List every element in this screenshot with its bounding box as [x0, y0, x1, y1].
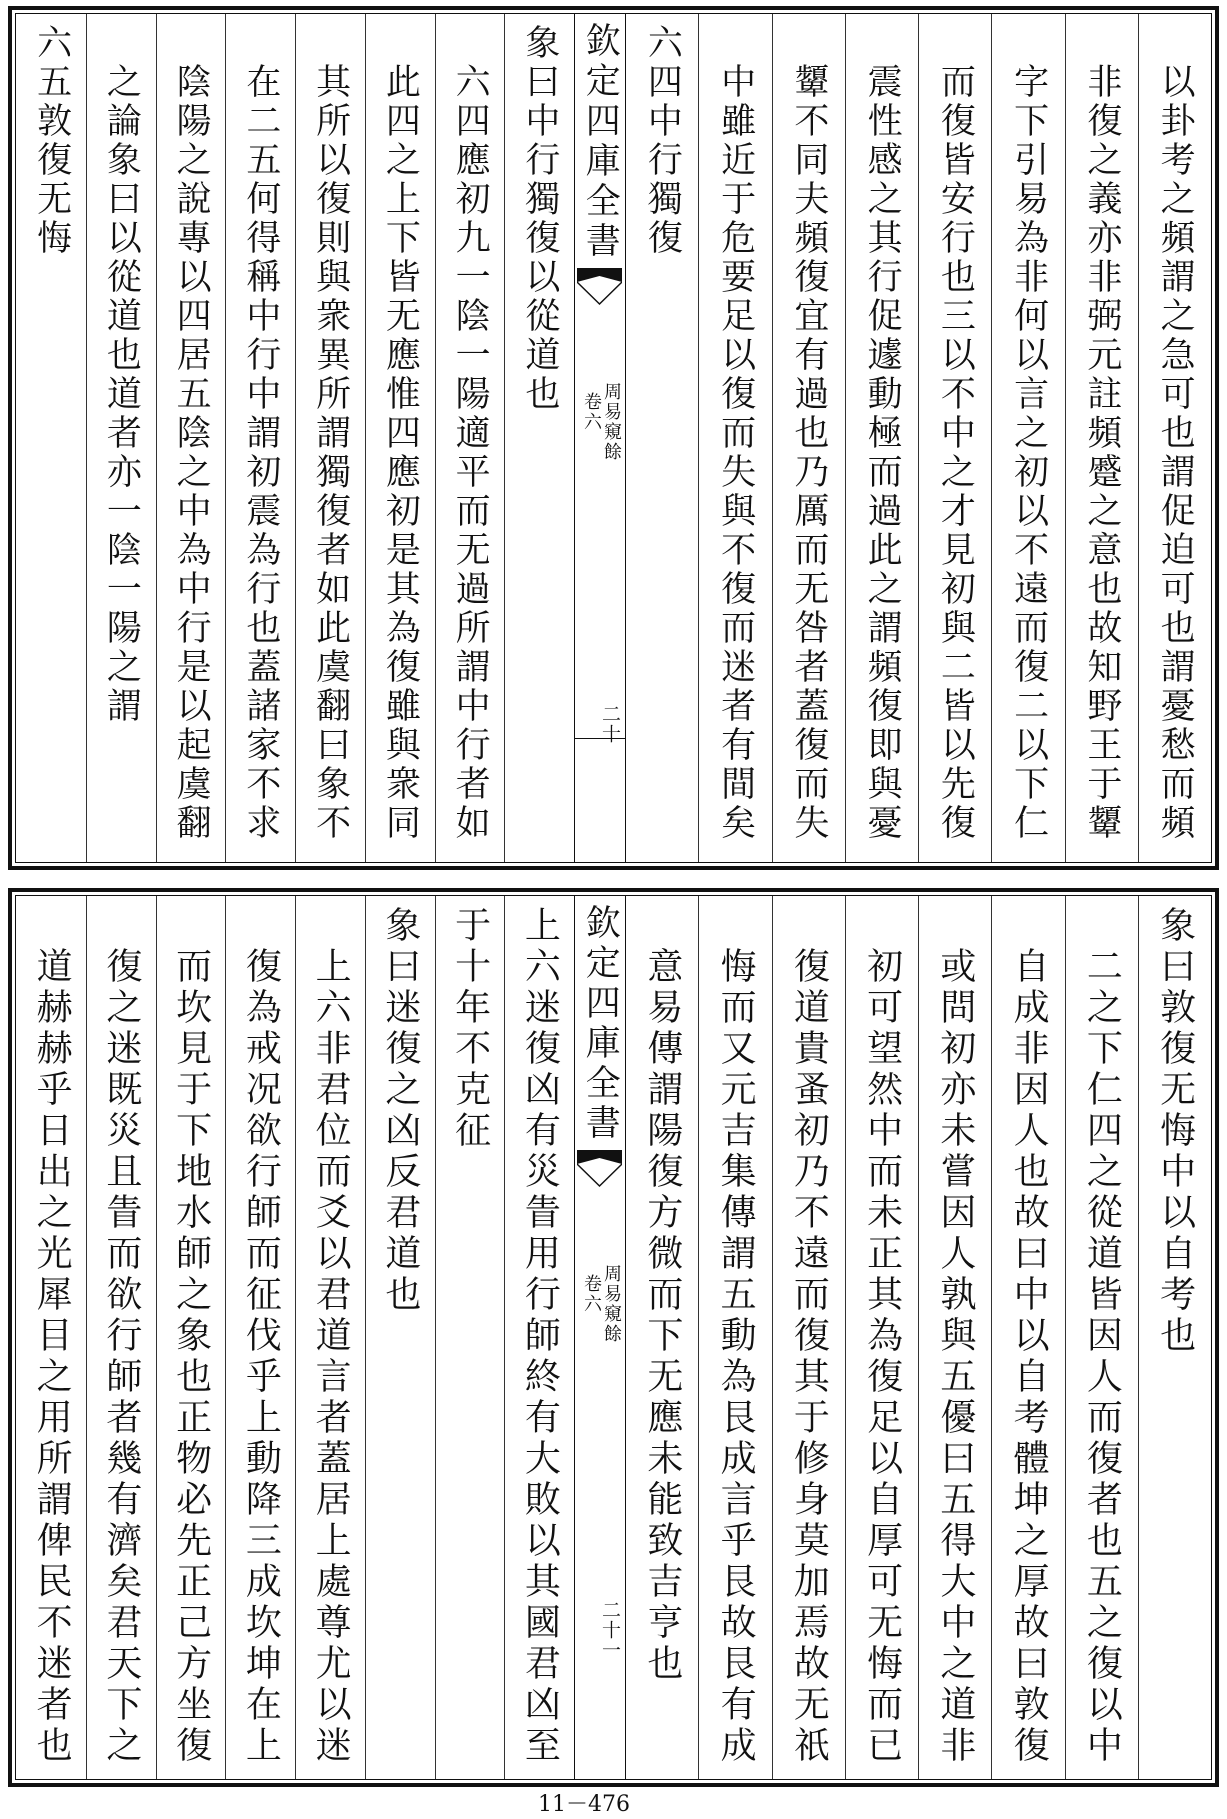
column-text: 復道貴蚤初乃不遠而復其于修身莫加焉故无祇: [788, 947, 830, 1767]
column-text: 或問初亦未嘗因人孰與五優曰五得大中之道非: [934, 947, 976, 1767]
volume-label: 卷六: [581, 392, 602, 432]
text-column: [504, 896, 574, 1779]
text-column: [86, 896, 156, 1779]
text-column: [1065, 896, 1138, 1779]
column-text: 二之下仁四之從道皆因人而復者也五之復以中: [1081, 947, 1123, 1767]
column-text: 而復皆安行也三以不中之才見初與二皆以先復: [935, 63, 976, 843]
text-column: [918, 14, 991, 862]
left-half: [17, 14, 574, 862]
text-column: [17, 14, 86, 862]
column-text: 道赫赫乎日出之光犀目之用所謂俾民不迷者也: [31, 947, 73, 1767]
column-text: 初可望然中而未正其為復足以自厚可无悔而已: [861, 947, 903, 1767]
page-footer: 11－476: [538, 1792, 630, 1817]
column-text: 陰陽之說專以四居五陰之中為中行是以起虞翻: [171, 63, 212, 843]
text-column: [86, 14, 156, 862]
text-column: [845, 14, 918, 862]
column-text: 意易傳謂陽復方微而下无應未能致吉亨也: [641, 947, 683, 1685]
text-column: [772, 896, 845, 1779]
column-text: 復之迷既災且眚而欲行師者幾有濟矣君天下之: [100, 947, 142, 1767]
page-number: 二十一: [599, 1600, 621, 1660]
text-column: [295, 896, 365, 1779]
left-half: [17, 896, 574, 1779]
fold-divider: [575, 738, 625, 739]
fishtail-ornament: [577, 1150, 622, 1194]
series-title: [575, 22, 625, 262]
column-text: 復為戒况欲行師而征伐乎上動降三成坎坤在上: [240, 947, 282, 1767]
text-column: [365, 14, 435, 862]
text-column: [918, 896, 991, 1779]
column-text: 震性感之其行促遽動極而過此之謂頻復即與憂: [862, 63, 903, 843]
series-title: [575, 904, 625, 1144]
text-column: [435, 14, 505, 862]
column-text: 象曰中行獨復以從道也: [519, 24, 560, 414]
center-fold: [574, 896, 626, 1779]
column-text: 之論象曰以從道也道者亦一陰一陽之謂: [101, 63, 142, 726]
column-text: 象曰敦復无悔中以自考也: [1154, 906, 1196, 1357]
column-text: 以卦考之頻謂之急可也謂促迫可也謂憂愁而頻: [1155, 63, 1196, 843]
text-column: [295, 14, 365, 862]
column-text: 上六非君位而爻以君道言者蓋居上處尊尤以迷: [310, 947, 352, 1767]
text-column: [698, 14, 771, 862]
series-title-text: 欽定四庫全書: [580, 22, 621, 262]
leaf-bottom: [8, 888, 1219, 1787]
column-text: 非復之義亦非弼元註頻蹙之意也故知野王于顰: [1081, 63, 1122, 843]
column-text: 中雖近于危要足以復而失與不復而迷者有間矣: [715, 63, 756, 843]
volume-label: 卷六: [581, 1274, 602, 1314]
column-text: 其所以復則與衆異所謂獨復者如此虞翻曰象不: [310, 63, 351, 843]
series-title-text: 欽定四庫全書: [580, 904, 621, 1144]
column-text: 于十年不克征: [449, 906, 491, 1152]
column-text: 悔而又元吉集傳謂五動為艮成言乎艮故艮有成: [715, 947, 757, 1767]
leaf-top: [8, 6, 1219, 870]
book-title: 周易窺餘: [601, 1264, 622, 1344]
center-fold: [574, 14, 626, 862]
leaf-frame: [15, 895, 1212, 1780]
book-title: 周易窺餘: [601, 382, 622, 462]
text-column: [225, 14, 295, 862]
text-column: [156, 14, 226, 862]
fishtail-ornament: [577, 268, 622, 312]
text-column: [626, 14, 698, 862]
text-column: [698, 896, 771, 1779]
text-column: [991, 14, 1064, 862]
column-text: 自成非因人也故曰中以自考體坤之厚故曰敦復: [1008, 947, 1050, 1767]
leaf-frame: [15, 13, 1212, 863]
column-text: 六四中行獨復: [642, 24, 683, 258]
text-column: [17, 896, 86, 1779]
text-column: [1065, 14, 1138, 862]
column-text: 此四之上下皆无應惟四應初是其為復雖與衆同: [380, 63, 421, 843]
text-column: [991, 896, 1064, 1779]
column-text: 上六迷復凶有災眚用行師終有大敗以其國君凶至: [519, 906, 561, 1767]
text-column: [1138, 14, 1211, 862]
text-column: [365, 896, 435, 1779]
text-column: [845, 896, 918, 1779]
page-number: 二十: [599, 704, 621, 744]
text-column: [435, 896, 505, 1779]
right-half: [626, 896, 1211, 1779]
column-text: 六四應初九一陰一陽適平而无過所謂中行者如: [450, 63, 491, 843]
text-column: [504, 14, 574, 862]
column-text: 而坎見于下地水師之象也正物必先正己方坐復: [170, 947, 212, 1767]
text-column: [225, 896, 295, 1779]
column-text: 象曰迷復之凶反君道也: [379, 906, 421, 1316]
text-column: [772, 14, 845, 862]
text-column: [1138, 896, 1211, 1779]
column-text: 在二五何得稱中行中謂初震為行也蓋諸家不求: [240, 63, 281, 843]
column-text: 六五敦復无悔: [31, 24, 72, 258]
column-text: 顰不同夫頻復宜有過也乃厲而无咎者蓋復而失: [788, 63, 829, 843]
column-text: 字下引易為非何以言之初以不遠而復二以下仁: [1008, 63, 1049, 843]
text-column: [626, 896, 698, 1779]
text-column: [156, 896, 226, 1779]
right-half: [626, 14, 1211, 862]
